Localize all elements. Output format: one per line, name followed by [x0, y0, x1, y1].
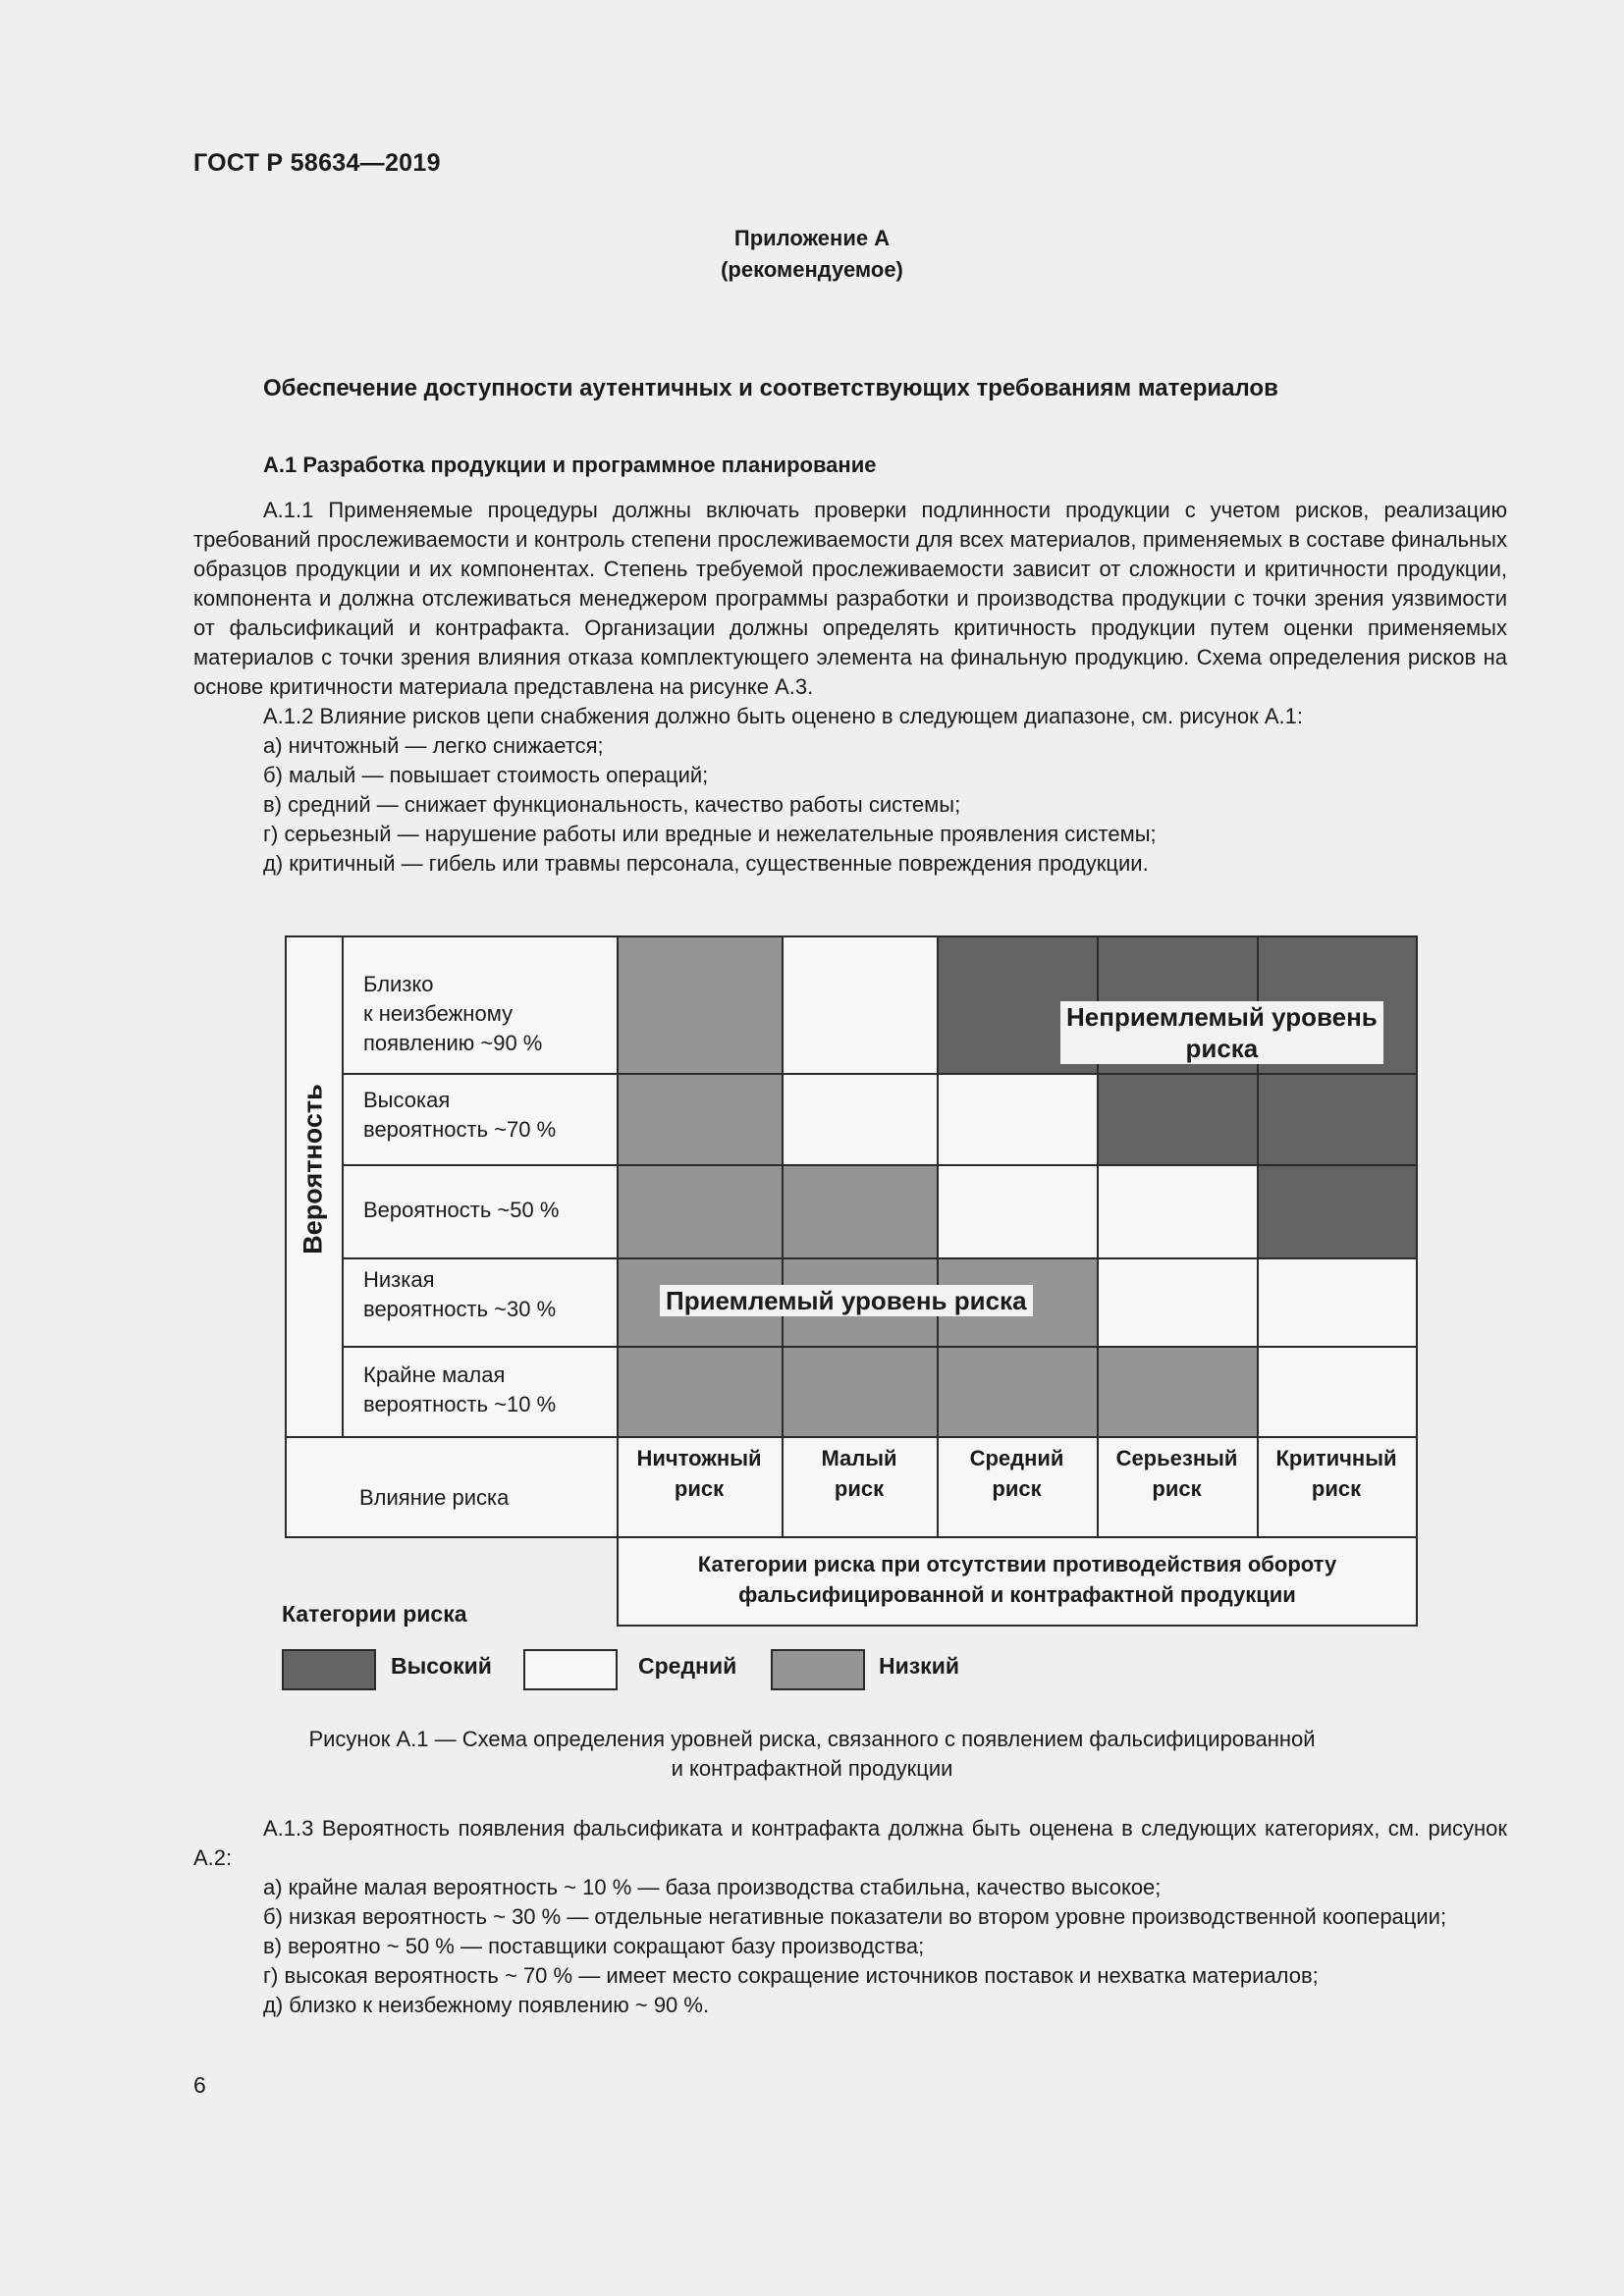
list-item: г) серьезный — нарушение работы или вредные и нежелательные проявления системы;	[263, 822, 1157, 846]
probability-row-label: Крайне малая вероятность ~10 %	[363, 1362, 557, 1416]
section-a13-body	[193, 1814, 1507, 2020]
probability-row-label: Близко к неизбежному появлению ~90 %	[363, 972, 543, 1055]
unacceptable-risk-label: Неприемлемый уровень риска	[1060, 1001, 1383, 1064]
list-item: д) критичный — гибель или травмы персонала, существенные повреждения продукции.	[263, 851, 1149, 876]
section-title: А.1 Разработка продукции и программное планирование	[263, 453, 877, 477]
probability-row-label: Высокая вероятность ~70 %	[363, 1088, 557, 1142]
legend-swatch-high	[282, 1649, 376, 1690]
acceptable-risk-label: Приемлемый уровень риска	[660, 1285, 1033, 1316]
probability-axis-label: Вероятность	[298, 1084, 328, 1255]
list-item: д) близко к неизбежному появлению ~ 90 %.	[263, 1993, 710, 2017]
matrix-cell-low	[617, 1073, 782, 1164]
impact-column-label: Малый риск	[821, 1446, 897, 1501]
matrix-cell-high	[1257, 1073, 1416, 1164]
document-title: Обеспечение доступности аутентичных и соответствующих требованиям материалов	[263, 375, 1278, 401]
appendix-title: Приложение А	[733, 226, 891, 250]
matrix-cell-high	[1097, 1073, 1257, 1164]
probability-row-label: Низкая вероятность ~30 %	[363, 1267, 557, 1321]
legend-label-medium: Средний	[638, 1653, 737, 1679]
paragraph-a13: А.1.3 Вероятность появления фальсификата и контрафакта должна быть оценена в следующих категориях, см. рисунок А.2:	[193, 1816, 1507, 1870]
legend-swatch-medium	[523, 1649, 618, 1690]
document-header: ГОСТ Р 58634—2019	[193, 149, 441, 177]
matrix-cell-medium	[1257, 1257, 1416, 1346]
matrix-cell-high	[1257, 1164, 1416, 1257]
paragraph-a11: А.1.1 Применяемые процедуры должны включать проверки подлинности продукции с учетом рисков, реализацию требований прослеживаемости и контроль степени прослеживаемости для всех материалов, применяемых в составе финальных образцов продукции и их компонентах. Степень требуемой прослеживаемости зависит от сложности и критичности продукции, компонента и должна отслеживаться менеджером программы разработки и производства продукции с точки зрения уязвимости от фальсификаций и контрафакта. Организации должны определять критичность продукции путем оценки применяемых материалов с точки зрения влияния отказа комплектующего элемента на финальную продукцию. Схема определения рисков на основе критичности материала представлена на рисунке А.3.	[193, 498, 1507, 699]
matrix-cell-medium	[1097, 1164, 1257, 1257]
matrix-cell-medium	[937, 1073, 1097, 1164]
appendix-status: (рекомендуемое)	[721, 257, 903, 282]
legend-label-high: Высокий	[391, 1653, 492, 1679]
paragraph-a12: А.1.2 Влияние рисков цепи снабжения должно быть оценено в следующем диапазоне, см. рисунок А.1:	[263, 704, 1304, 728]
probability-row-label: Вероятность ~50 %	[363, 1198, 560, 1222]
legend-swatch-low	[771, 1649, 865, 1690]
list-a13	[193, 1873, 1507, 2020]
impact-column-label: Критичный риск	[1275, 1446, 1397, 1501]
matrix-cell-low	[782, 1346, 937, 1436]
risk-category-note: Категории риска при отсутствии противодействия обороту фальсифицированной и контрафактной продукции	[697, 1552, 1337, 1607]
impact-column-label: Средний риск	[969, 1446, 1064, 1501]
figure-caption: Рисунок А.1 — Схема определения уровней риска, связанного с появлением фальсифицированной и контрафактной продукции	[308, 1727, 1316, 1781]
list-item: б) низкая вероятность ~ 30 % — отдельные негативные показатели во втором уровне производственной кооперации;	[263, 1904, 1447, 1929]
list-item: в) вероятно ~ 50 % — поставщики сокращают базу производства;	[263, 1934, 925, 1958]
matrix-cell-medium	[937, 1164, 1097, 1257]
impact-column-label: Ничтожный риск	[636, 1446, 762, 1501]
probability-axis	[285, 935, 342, 1438]
list-item: а) крайне малая вероятность ~ 10 % — база производства стабильна, качество высокое;	[263, 1875, 1162, 1899]
matrix-cell-low	[782, 1164, 937, 1257]
impact-label: Влияние риска	[359, 1485, 510, 1510]
section-a1-body	[193, 496, 1507, 879]
matrix-cell-low	[1097, 1346, 1257, 1436]
legend-label-low: Низкий	[879, 1653, 959, 1679]
matrix-cell-low	[937, 1346, 1097, 1436]
list-item: а) ничтожный — легко снижается;	[263, 733, 604, 758]
list-item: б) малый — повышает стоимость операций;	[263, 763, 709, 787]
matrix-cell-medium	[1097, 1257, 1257, 1346]
matrix-cell-low	[617, 1164, 782, 1257]
matrix-cell-low	[617, 935, 782, 1073]
impact-column-label: Серьезный риск	[1115, 1446, 1238, 1501]
list-item: г) высокая вероятность ~ 70 % — имеет место сокращение источников поставок и нехватка материалов;	[263, 1963, 1319, 1988]
list-item: в) средний — снижает функциональность, качество работы системы;	[263, 792, 961, 817]
matrix-cell-medium	[782, 1073, 937, 1164]
page-number: 6	[193, 2072, 206, 2098]
matrix-cell-low	[617, 1346, 782, 1436]
matrix-cell-medium	[1257, 1346, 1416, 1436]
list-a12	[193, 731, 1507, 879]
matrix-cell-medium	[782, 935, 937, 1073]
legend-title: Категории риска	[282, 1601, 467, 1627]
